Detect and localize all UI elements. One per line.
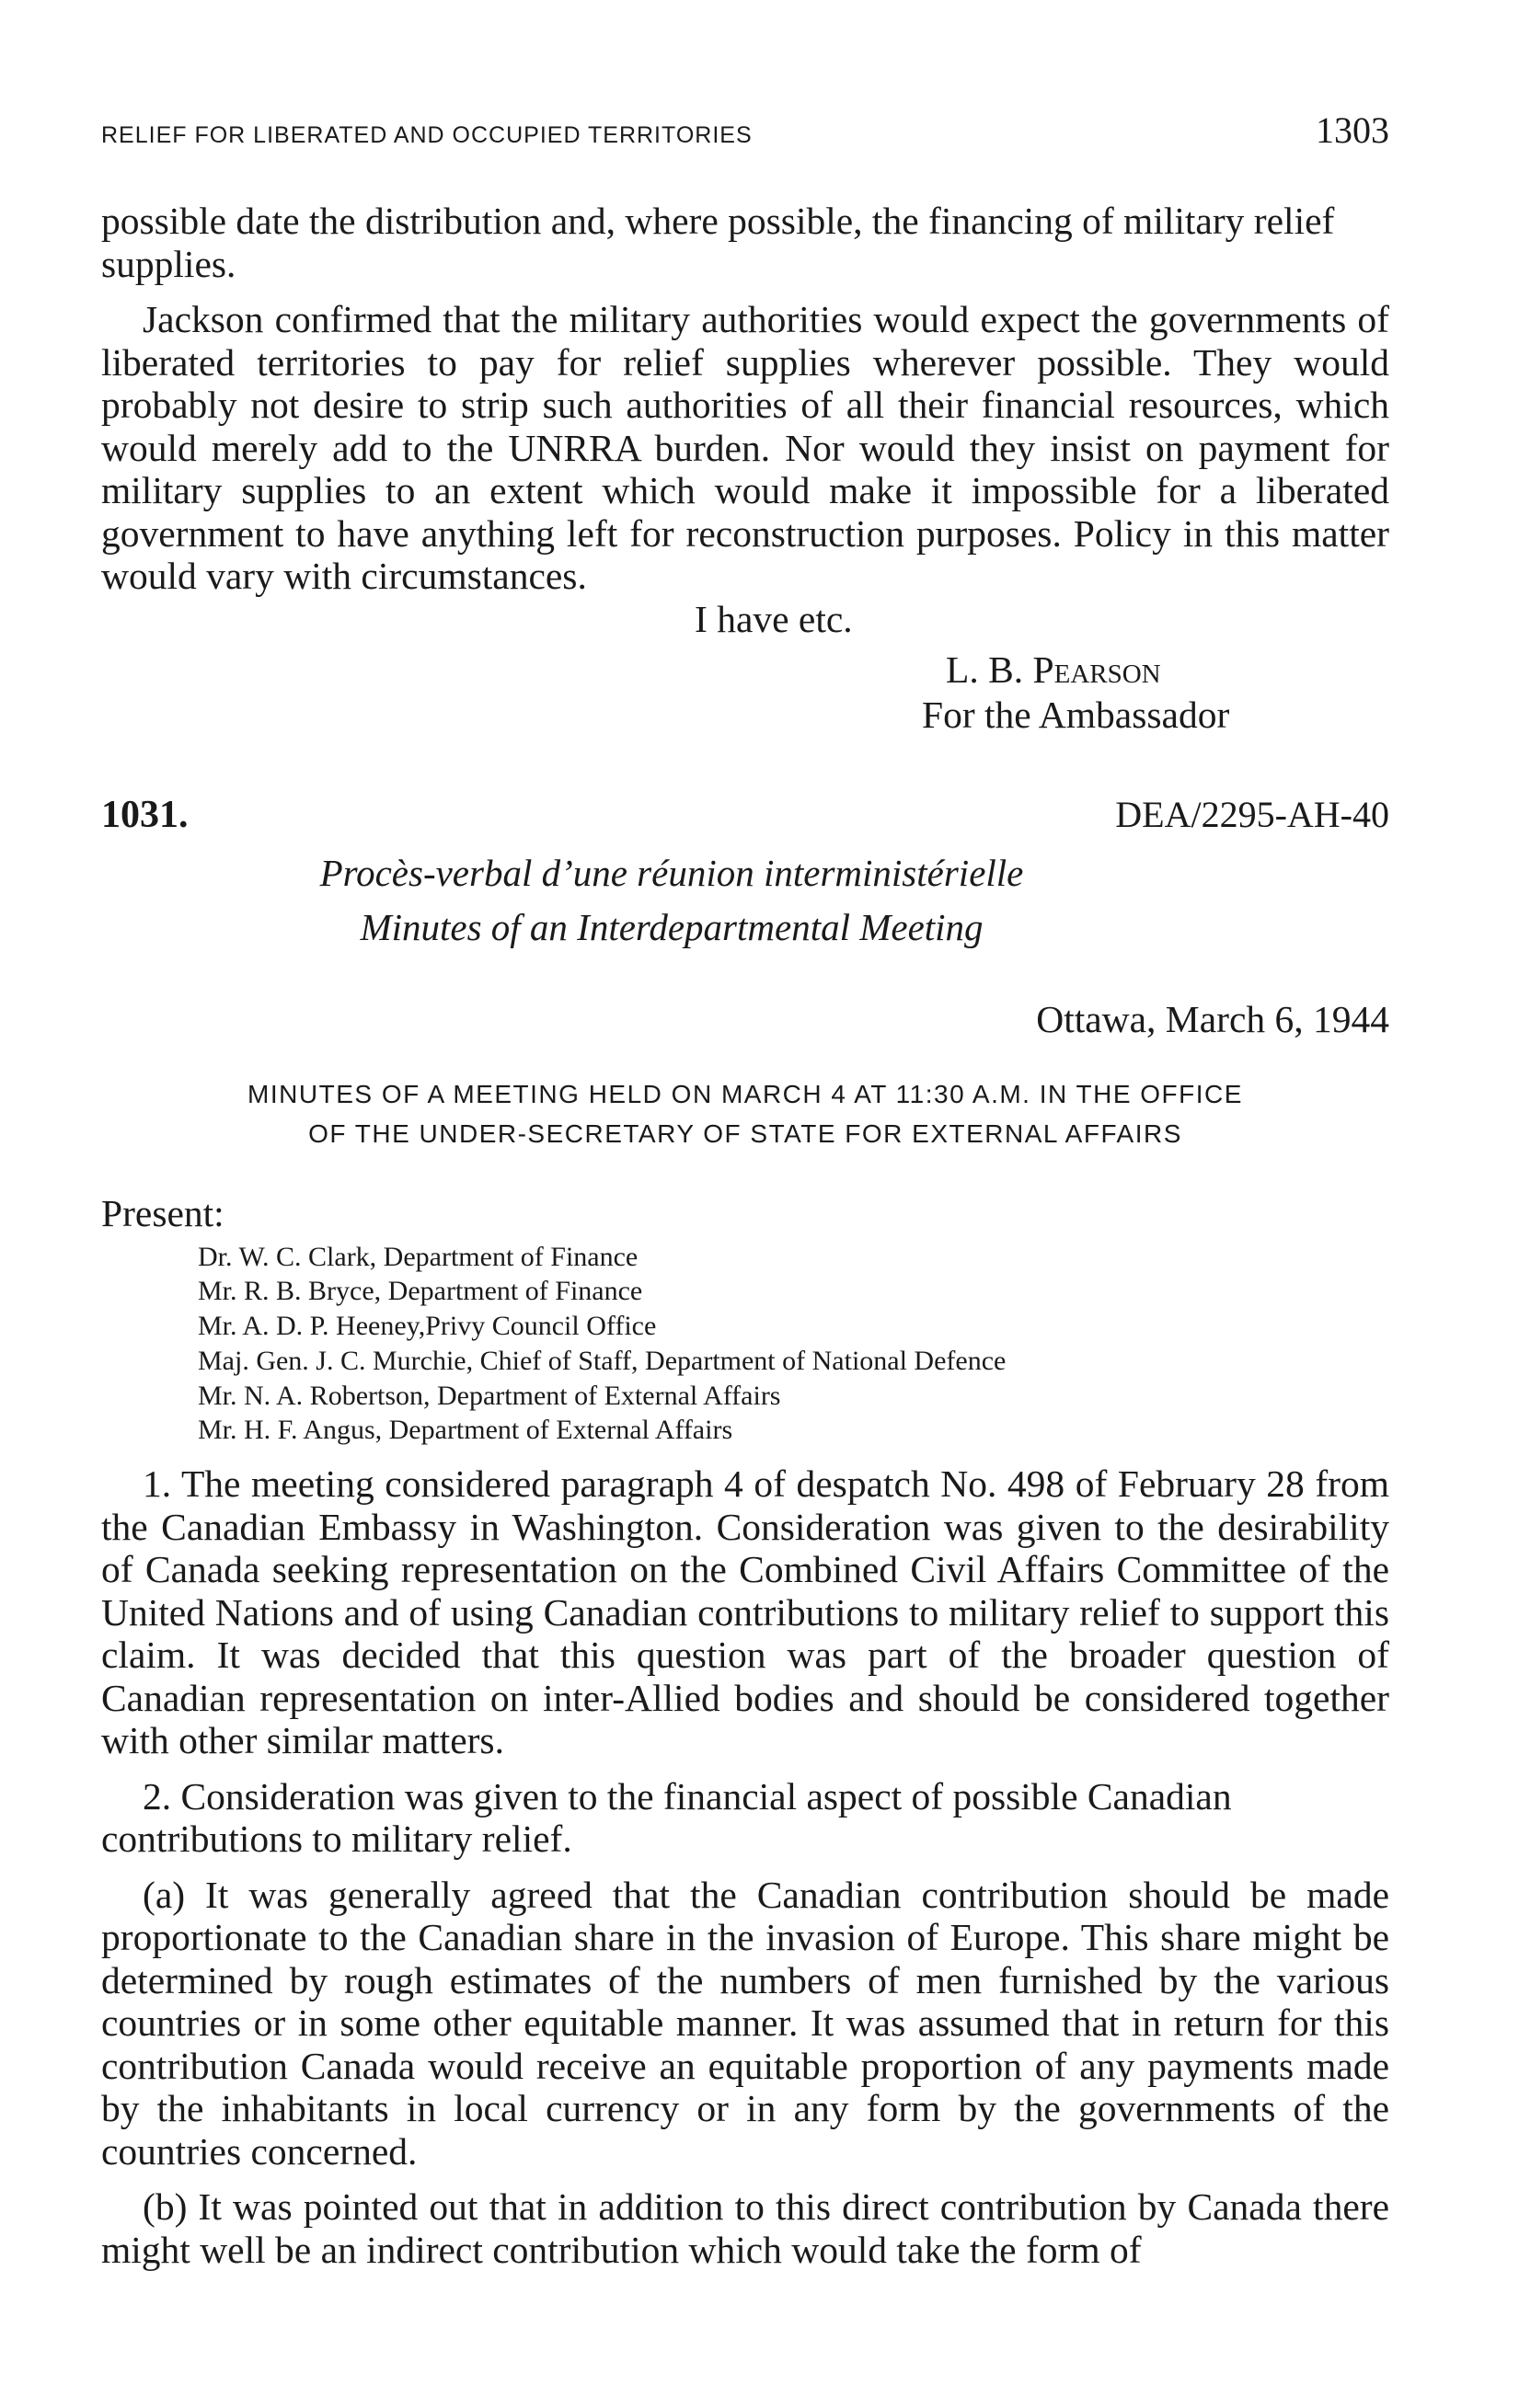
minutes-heading-line-1: MINUTES OF A MEETING HELD ON MARCH 4 AT 11:30 A.M. IN THE OFFICE [247, 1079, 1243, 1108]
signature-title: For the Ambassador [922, 693, 1230, 736]
document-number: 1031. [101, 793, 189, 836]
paragraph-1: 1. The meeting considered paragraph 4 of despatch No. 498 of February 28 from the Canadian Embassy in Washington. Consideration was given to the desirability of Canada seeking representation on the Combined Civil Affairs Committee of the United Nations and of using Canadian contributions to military relief to support this claim. It was decided that this question was part of the broader question of Canadian representation on inter-Allied bodies and should be considered together with other similar matters. [101, 1462, 1389, 1762]
closing-formula: I have etc. [695, 597, 853, 640]
signature: L. B. Pearson [946, 648, 1161, 691]
minutes-heading-line-2: OF THE UNDER-SECRETARY OF STATE FOR EXTERNAL AFFAIRS [308, 1118, 1182, 1148]
present-label: Present: [101, 1191, 224, 1234]
dateline: Ottawa, March 6, 1944 [1036, 997, 1389, 1040]
document-titles [101, 846, 1389, 955]
attendee: Mr. N. A. Robertson, Department of External Affairs [198, 1380, 781, 1411]
paragraph-2: 2. Consideration was given to the financial aspect of possible Canadian contributions to military relief. [101, 1774, 1232, 1861]
title-english: Minutes of an Interdepartmental Meeting [360, 905, 984, 948]
minutes-body [101, 1462, 1389, 2271]
letter-continuation: possible date the distribution and, where possible, the financing of military relief supplies. [101, 200, 1335, 285]
minutes-heading [101, 1074, 1389, 1153]
paragraph-2a: (a) It was generally agreed that the Canadian contribution should be made proportionate to the Canadian share in the invasion of Europe. This share might be determined by rough estimates of the numbers of men furnished by the various countries or in some other equitable manner. It was assumed that in return for this contribution Canada would receive an equitable proportion of any payments made by the inhabitants in local currency or in any form by the governments of the countries concerned. [101, 1873, 1389, 2173]
letter-closing [101, 598, 1389, 773]
document-page [101, 109, 1389, 2271]
running-title: RELIEF FOR LIBERATED AND OCCUPIED TERRITORIES [101, 122, 753, 148]
attendee: Maj. Gen. J. C. Murchie, Chief of Staff, Department of National Defence [198, 1345, 1007, 1376]
document-reference: DEA/2295-AH-40 [1115, 793, 1389, 835]
page-number: 1303 [1316, 109, 1389, 151]
attendee-list [198, 1240, 1389, 1449]
title-french: Procès-verbal d’une réunion interministérielle [319, 851, 1024, 894]
attendee: Mr. R. B. Bryce, Department of Finance [198, 1276, 643, 1307]
attendee: Mr. A. D. P. Heeney,Privy Council Office [198, 1311, 657, 1342]
document-number-row [101, 793, 1389, 837]
letter-paragraph: Jackson confirmed that the military authorities would expect the governments of liberated territories to pay for relief supplies wherever possible. They would probably not desire to strip such authorities of all their financial resources, which would merely add to the UNRRA burden. Nor would they insist on payment for military supplies to an extent which would make it impossible for a liberated government to have anything left for reconstruction purposes. Policy in this matter would vary with circumstances. [101, 298, 1389, 597]
attendee: Dr. W. C. Clark, Department of Finance [198, 1241, 639, 1272]
attendee: Mr. H. F. Angus, Department of External Affairs [198, 1415, 733, 1446]
running-head [101, 109, 1389, 152]
paragraph-2b: (b) It was pointed out that in addition to this direct contribution by Canada there might well be an indirect contribution which would take the form of [101, 2185, 1389, 2271]
